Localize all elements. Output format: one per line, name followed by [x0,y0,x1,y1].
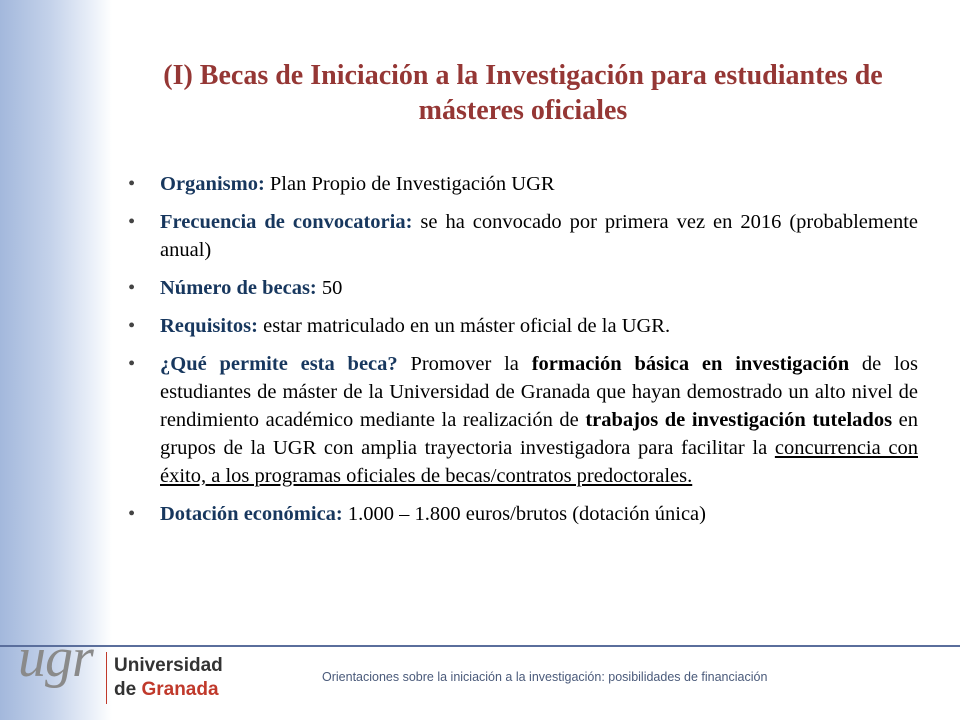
bullet-permite [128,350,918,490]
bullet-underlined-phrase: concurrencia con éxito, a los programas oficiales de becas/contratos predoctorales. [160,437,918,487]
logo-de: de [114,679,142,700]
logo-granada: Granada [141,679,219,700]
bullet-text: 50 [316,277,343,299]
bullet-frecuencia [128,208,918,264]
logo-separator [106,652,107,704]
slide-title: (I) Becas de Iniciación a la Investigación para estudiantes de másteres oficiales [163,60,883,126]
logo-line-universidad: Universidad [114,655,223,676]
bullet-bold-phrase: formación básica en investigación [531,353,850,375]
bullet-label: Número de becas: [160,277,317,299]
bullet-numero [128,274,918,302]
bullet-text: Plan Propio de Investigación UGR [264,173,555,195]
bullet-label: Organismo: [160,173,265,195]
bullet-label: Dotación económica: [160,503,343,525]
bullet-requisitos [128,312,918,340]
bullet-list [128,170,918,538]
bullet-text: Promover la [397,353,532,375]
university-logo-text [114,654,223,702]
logo-line-granada [114,678,223,702]
bullet-dotacion [128,500,918,528]
bullet-text: 1.000 – 1.800 euros/brutos (dotación única) [342,503,706,525]
bullet-text: estar matriculado en un máster oficial de la UGR. [257,315,671,337]
bullet-bold-phrase: trabajos de investigación tutelados [585,409,893,431]
bullet-label: Requisitos: [160,315,258,337]
footer-divider [0,645,960,647]
bullet-organismo [128,170,918,198]
footer-note: Orientaciones sobre la iniciación a la investigación: posibilidades de financiación [322,670,768,684]
ugr-logo-mark: ugr [18,627,93,689]
bullet-text: se ha convocado por primera vez en 2016 (probablemente anual) [160,211,918,261]
bullet-text: en grupos de la UGR con amplia trayectoria investigadora para facilitar la [160,409,918,459]
side-gradient-band [0,0,112,720]
bullet-text: de los estudiantes de máster de la Universidad de Granada que hayan demostrado un alto nivel de rendimiento académico mediante la realización de [160,353,918,431]
bullet-label: Frecuencia de convocatoria: [160,211,413,233]
bullet-label: ¿Qué permite esta beca? [160,353,398,375]
